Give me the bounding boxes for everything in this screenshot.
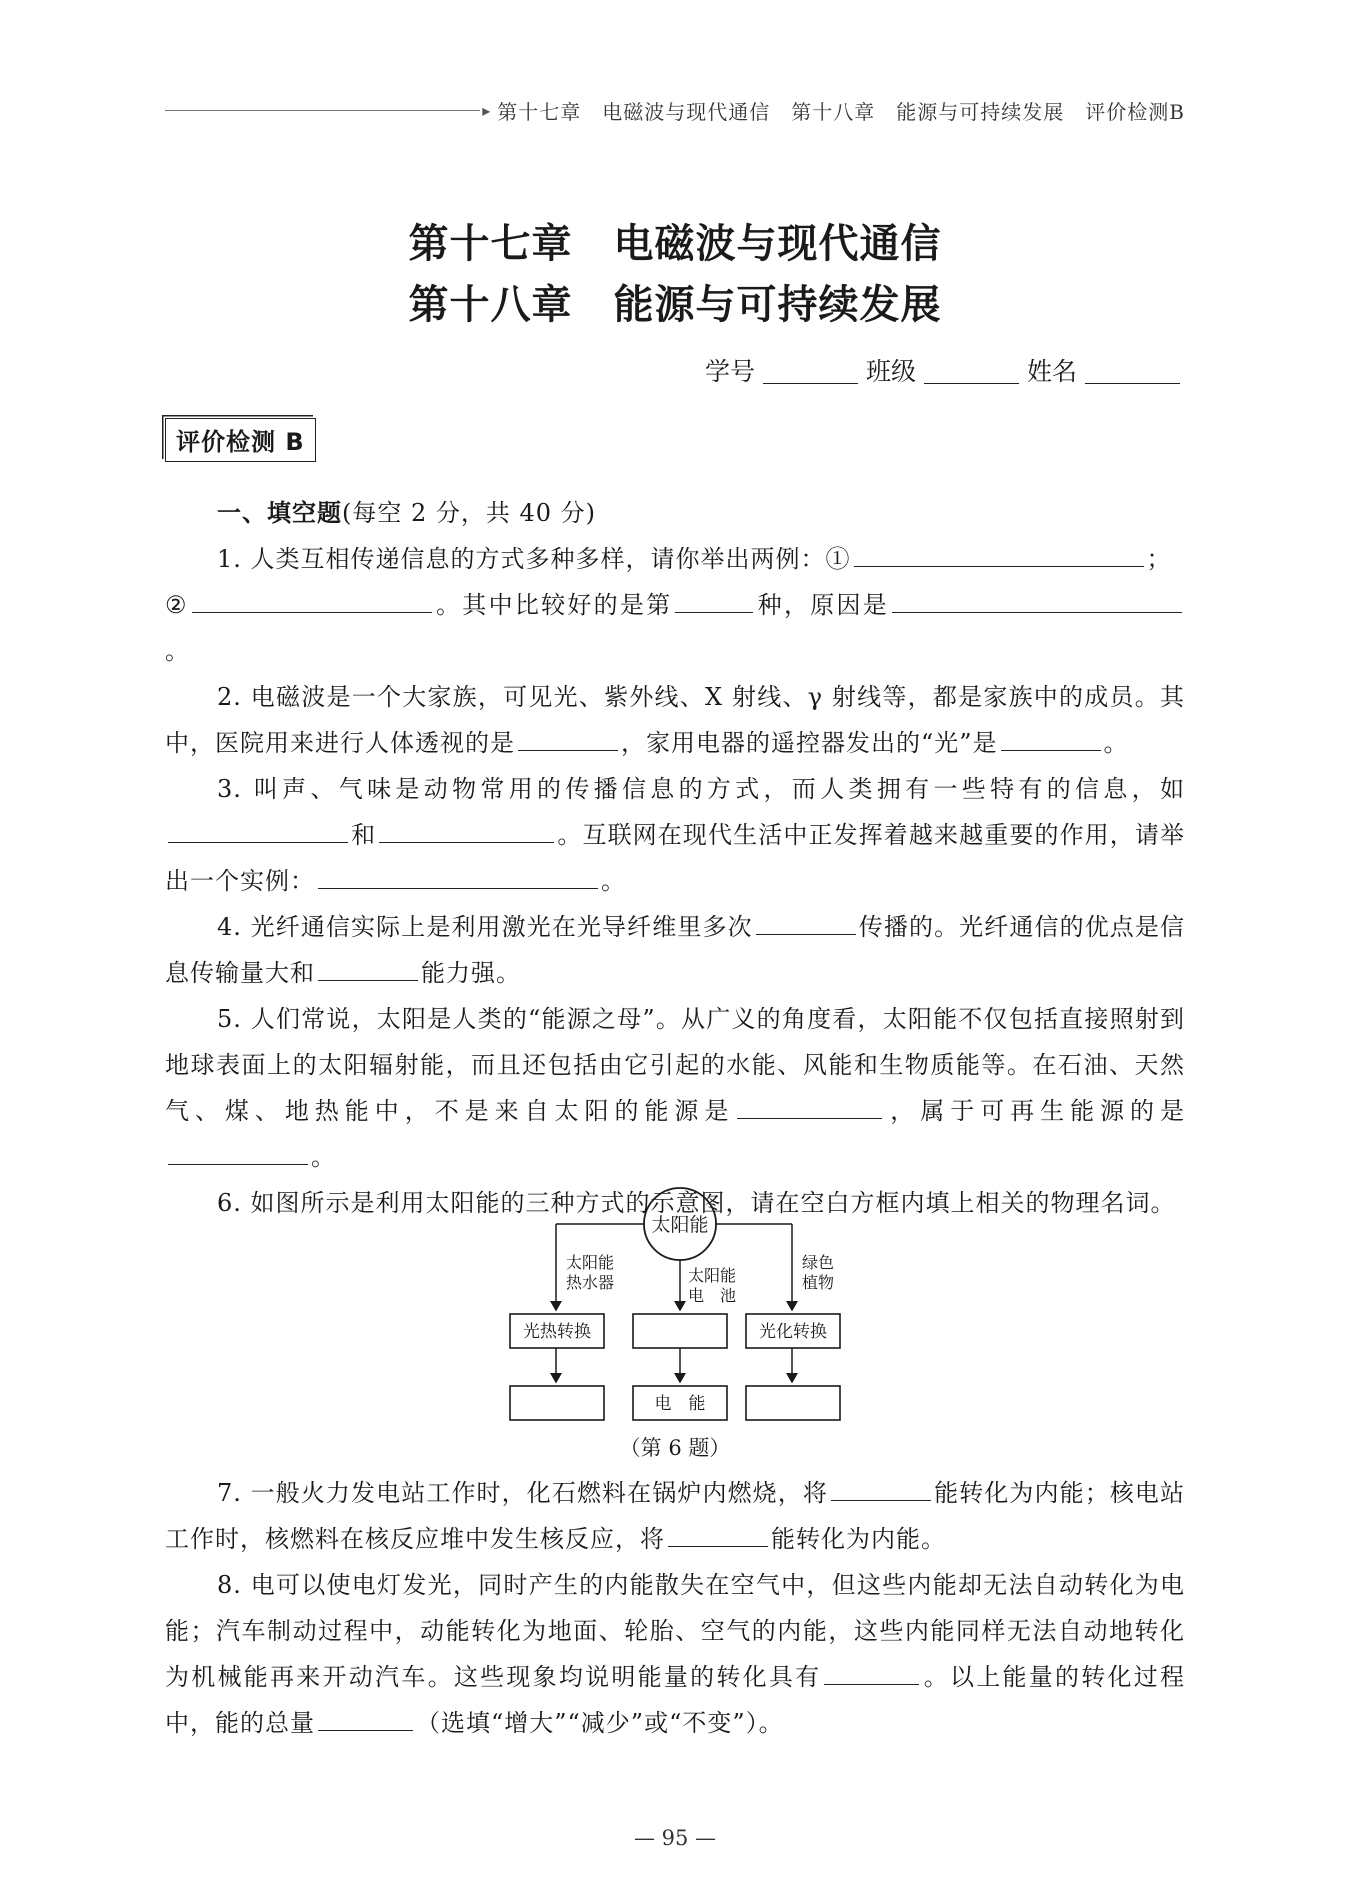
q4-blank-1[interactable] <box>756 933 856 935</box>
q1-text-b: ； <box>1146 545 1172 573</box>
q5-blank-2[interactable] <box>168 1163 308 1165</box>
q1-text-c: ② <box>165 591 189 619</box>
part1-heading <box>165 490 1185 536</box>
q3-text-d: 。 <box>601 867 626 895</box>
q7-blank-1[interactable] <box>831 1499 931 1501</box>
question-1 <box>165 536 1185 582</box>
q2-blank-2[interactable] <box>1001 749 1101 751</box>
q5-text-a: 5. 人们常说，太阳是人类的“能源之母”。从广义的角度看，太阳能不仅包括直接照射到地球表面上的太阳辐射能，而且还包括由它引起的水能、风能和生物质能等。在石油、天然气、煤、地热能中，不是来自太阳的能源是 <box>165 1005 1185 1125</box>
q2-text-c: 。 <box>1103 729 1129 757</box>
q3-text-b: 和 <box>351 821 377 849</box>
q7-text-a: 7. 一般火力发电站工作时，化石燃料在锅炉内燃烧，将 <box>217 1479 828 1507</box>
student-no-blank[interactable] <box>763 382 858 384</box>
q1-blank-1[interactable] <box>854 565 1144 567</box>
diagram-caption: （第 6 题） <box>619 1436 731 1460</box>
q8-text-a: 8. 电可以使电灯发光，同时产生的内能散失在空气中，但这些内能却无法自动转化为电能；汽车制动过程中，动能转化为地面、轮胎、空气的内能，这些内能同样无法自动地转化为机械能再来开动汽车。这些现象均说明能量的转化具有 <box>165 1571 1185 1691</box>
name-blank[interactable] <box>1085 382 1180 384</box>
box-photochemical-label: 光化转换 <box>759 1322 827 1342</box>
q1-text-d: 。其中比较好的是第 <box>434 591 673 619</box>
q1-blank-3[interactable] <box>675 611 753 613</box>
class-label: 班级 <box>865 357 916 386</box>
questions-part-2 <box>165 1470 1185 1746</box>
solar-energy-diagram <box>490 1180 870 1440</box>
question-6: 6. 如图所示是利用太阳能的三种方式的示意图，请在空白方框内填上相关的物理名词。 <box>217 1189 1176 1217</box>
label-green-plant-2: 植物 <box>802 1273 835 1292</box>
question-4 <box>165 904 1185 996</box>
q3-blank-1[interactable] <box>168 841 348 843</box>
q1-text-a: 1. 人类互相传递信息的方式多种多样，请你举出两例：① <box>217 545 851 573</box>
label-solar-cell-1: 太阳能 <box>688 1266 737 1285</box>
section-label: 评价检测 B <box>165 418 316 462</box>
question-1-cont <box>165 582 1185 674</box>
q3-text-a: 3. 叫声、气味是动物常用的传播信息的方式，而人类拥有一些特有的信息，如 <box>217 775 1185 803</box>
box-electric-energy-label: 电 能 <box>654 1394 706 1414</box>
q7-text-c: 能转化为内能。 <box>771 1525 946 1553</box>
q4-text-b: 传播的。光纤通信的优点是信息传输量大和 <box>165 913 1185 987</box>
chapter-title-18: 第十八章 能源与可持续发展 <box>408 282 942 328</box>
box-photothermal-label: 光热转换 <box>523 1322 591 1342</box>
student-no-label: 学号 <box>704 357 755 386</box>
box-blank-right[interactable] <box>746 1386 840 1420</box>
question-8 <box>165 1562 1185 1746</box>
running-title: 第十七章 电磁波与现代通信 第十八章 能源与可持续发展 评价检测B <box>497 99 1185 124</box>
q2-text-a: 2. 电磁波是一个大家族，可见光、紫外线、X 射线、γ 射线等，都是家族中的成员。其中，医院用来进行人体透视的是 <box>165 683 1185 757</box>
q5-text-c: 。 <box>311 1143 336 1171</box>
q7-text-b: 能转化为内能；核电站工作时，核燃料在核反应堆中发生核反应，将 <box>165 1479 1186 1553</box>
q2-text-b: ，家用电器的遥控器发出的“光”是 <box>621 729 998 757</box>
label-water-heater-2: 热水器 <box>566 1273 615 1292</box>
q1-text-e: 种，原因是 <box>756 591 890 619</box>
q4-text-c: 能力强。 <box>421 959 521 987</box>
questions-part-1 <box>165 490 1185 1226</box>
q4-blank-2[interactable] <box>318 979 418 981</box>
q7-blank-2[interactable] <box>668 1545 768 1547</box>
q8-text-c: （选填“增大”“减少”或“不变”）。 <box>416 1709 784 1737</box>
arrow-icon: ▸ <box>482 100 492 120</box>
question-7 <box>165 1470 1185 1562</box>
label-water-heater-1: 太阳能 <box>566 1253 615 1272</box>
question-3 <box>165 766 1185 904</box>
q5-text-b: ，属于可再生能源的是 <box>885 1097 1185 1125</box>
page-number: — 95 — <box>633 1826 717 1850</box>
part1-title: 一、填空题 <box>217 499 342 527</box>
box-blank-mid[interactable] <box>633 1314 727 1348</box>
label-solar-cell-2: 电 池 <box>688 1286 737 1305</box>
part1-note: (每空 2 分，共 40 分) <box>342 499 597 527</box>
q4-text-a: 4. 光纤通信实际上是利用激光在光导纤维里多次 <box>217 913 753 941</box>
q1-blank-4[interactable] <box>892 611 1182 613</box>
q3-blank-3[interactable] <box>318 887 598 889</box>
center-label: 太阳能 <box>651 1214 709 1236</box>
q3-text-c: 。互联网在现代生活中正发挥着越来越重要的作用，请举出一个实例： <box>165 821 1186 895</box>
running-header <box>165 95 1185 125</box>
question-2 <box>165 674 1185 766</box>
q5-blank-1[interactable] <box>737 1117 882 1119</box>
q1-blank-2[interactable] <box>192 611 432 613</box>
chapter-title-17: 第十七章 电磁波与现代通信 <box>408 221 942 267</box>
class-blank[interactable] <box>924 382 1019 384</box>
header-rule <box>165 110 480 111</box>
q8-blank-1[interactable] <box>824 1683 919 1685</box>
q1-text-f: 。 <box>165 637 190 665</box>
q8-text-b: 。以上能量的转化过程中，能的总量 <box>165 1663 1186 1737</box>
student-info-line <box>705 352 1180 388</box>
q2-blank-1[interactable] <box>518 749 618 751</box>
label-green-plant-1: 绿色 <box>802 1253 835 1272</box>
q8-blank-2[interactable] <box>318 1729 413 1731</box>
box-blank-left[interactable] <box>510 1386 604 1420</box>
q3-blank-2[interactable] <box>379 841 554 843</box>
name-label: 姓名 <box>1026 357 1077 386</box>
question-5 <box>165 996 1185 1180</box>
